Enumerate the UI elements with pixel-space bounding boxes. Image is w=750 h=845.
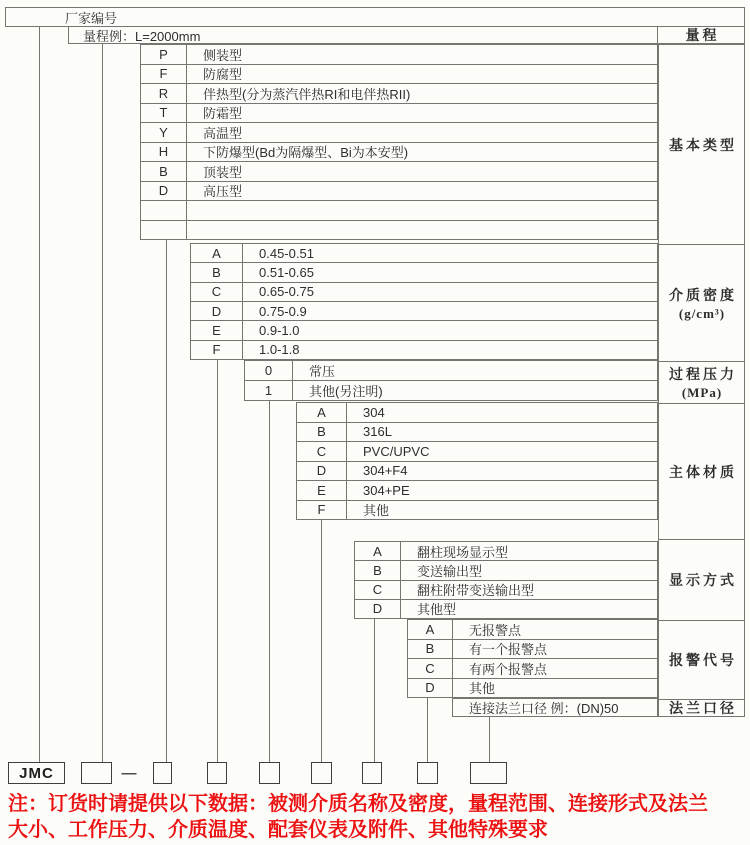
code-cell: C	[408, 659, 453, 678]
code-cell: D	[355, 600, 401, 618]
code-box-density	[207, 762, 227, 784]
desc-cell: 高压型	[203, 184, 243, 200]
desc-cell: 0.51-0.65	[259, 264, 314, 280]
pressure-label-text: 过程压力	[669, 368, 737, 383]
code-cell: H	[141, 143, 187, 162]
display-block	[354, 541, 658, 619]
connector-line	[374, 619, 375, 762]
table-row	[141, 64, 657, 84]
desc-cell: 下防爆型(Bd为隔爆型、Bi为本安型)	[203, 145, 409, 161]
desc-cell: 0.65-0.75	[259, 284, 314, 300]
table-row	[191, 340, 657, 359]
code-cell: B	[297, 423, 347, 442]
desc-cell: 高温型	[203, 125, 243, 141]
code-cell: D	[141, 182, 187, 201]
code-box-alarm	[417, 762, 438, 784]
code-box-material	[311, 762, 332, 784]
code-cell: C	[297, 442, 347, 461]
code-box-display	[362, 762, 382, 784]
category-label-range: 量程	[685, 29, 720, 44]
desc-cell: 有两个报警点	[469, 661, 548, 677]
code-cell: C	[355, 581, 401, 599]
flange-row: 连接法兰口径 例：(DN)50	[452, 698, 658, 717]
table-row	[408, 678, 657, 698]
desc-cell: 伴热型(分为蒸汽伴热RI和电伴热RII)	[203, 86, 411, 102]
code-cell: A	[355, 542, 401, 560]
category-label-flange: 法兰口径	[659, 699, 744, 716]
table-row	[245, 380, 657, 400]
table-row	[141, 181, 657, 201]
table-row	[297, 441, 657, 461]
code-cell: D	[191, 302, 243, 320]
connector-line	[217, 360, 218, 762]
desc-cell	[187, 201, 657, 220]
table-row	[191, 320, 657, 339]
code-cell: B	[355, 561, 401, 579]
table-row	[141, 45, 657, 64]
table-row	[297, 403, 657, 422]
table-row	[297, 480, 657, 500]
alarm-block	[407, 619, 658, 698]
table-row	[191, 282, 657, 301]
table-row	[191, 244, 657, 262]
table-row	[141, 142, 657, 162]
connector-line	[269, 401, 270, 762]
order-note-line2: 大小、工作压力、介质温度、配套仪表及附件、其他特殊要求	[8, 819, 548, 841]
order-note-line1: 注：订货时请提供以下数据：被测介质名称及密度，量程范围、连接形式及法兰	[8, 793, 708, 815]
range-example-text: 量程例：L=2000mm	[83, 28, 201, 44]
code-cell: B	[408, 640, 453, 659]
desc-cell: 侧装型	[203, 47, 243, 63]
code-cell: P	[141, 45, 187, 64]
density-label-text: 介质密度	[669, 288, 737, 304]
code-cell: 1	[245, 381, 293, 400]
table-row	[191, 301, 657, 320]
category-label-alarm: 报警代号	[659, 620, 744, 699]
code-cell	[141, 201, 187, 220]
desc-cell: 0.9-1.0	[259, 322, 300, 338]
code-cell: F	[297, 501, 347, 520]
table-row	[297, 461, 657, 481]
code-cell: B	[191, 263, 243, 281]
desc-cell: 顶装型	[203, 164, 243, 180]
desc-cell: 316L	[363, 424, 392, 440]
table-row	[355, 560, 657, 579]
code-cell: F	[141, 65, 187, 84]
desc-cell: 304+PE	[363, 482, 410, 498]
code-box-range	[81, 762, 112, 784]
connector-line	[166, 240, 167, 762]
category-label-density	[659, 244, 744, 361]
code-cell: A	[408, 620, 453, 639]
desc-cell: 翻柱附带变送输出型	[417, 583, 535, 599]
category-label-basic-type: 基本类型	[669, 138, 737, 154]
desc-cell: 有一个报警点	[469, 642, 548, 658]
material-block	[296, 402, 658, 520]
range-example-row	[68, 26, 745, 44]
desc-cell: 翻柱现场显示型	[417, 544, 509, 560]
table-row	[141, 220, 657, 240]
connector-line	[427, 698, 428, 762]
manufacturer-number-row	[5, 7, 745, 27]
table-row	[355, 599, 657, 618]
table-row	[141, 200, 657, 220]
table-row	[141, 103, 657, 123]
code-box-basic-type	[153, 762, 172, 784]
desc-cell: 常压	[309, 364, 336, 379]
code-cell: E	[191, 321, 243, 339]
connector-line	[489, 717, 490, 762]
desc-cell: 防霜型	[203, 106, 243, 122]
table-row	[191, 262, 657, 281]
code-cell: A	[297, 403, 347, 422]
code-cell: D	[297, 462, 347, 481]
connector-line	[102, 44, 103, 762]
table-row	[408, 658, 657, 678]
table-row	[355, 580, 657, 599]
code-cell: E	[297, 481, 347, 500]
code-cell	[141, 221, 187, 240]
desc-cell: 0.75-0.9	[259, 303, 307, 319]
range-example-cell	[69, 27, 658, 43]
code-cell: R	[141, 84, 187, 103]
desc-cell: 变送输出型	[417, 563, 483, 579]
basic-type-block	[140, 44, 658, 240]
table-row	[297, 422, 657, 442]
table-row	[141, 161, 657, 181]
code-cell: Y	[141, 123, 187, 142]
code-cell: B	[141, 162, 187, 181]
table-row	[408, 620, 657, 639]
desc-cell: 其他(另注明)	[309, 384, 383, 399]
code-cell: F	[191, 341, 243, 359]
desc-cell: 其他	[469, 681, 496, 697]
category-label-pressure	[659, 361, 744, 403]
desc-cell: 无报警点	[469, 622, 522, 638]
desc-cell: 防腐型	[203, 67, 243, 83]
connector-line	[321, 520, 322, 762]
desc-cell: 0.45-0.51	[259, 245, 314, 261]
table-row	[245, 361, 657, 380]
pressure-unit-text: (MPa)	[681, 385, 723, 400]
table-row	[141, 122, 657, 142]
code-cell: 0	[245, 361, 293, 380]
desc-cell: 1.0-1.8	[259, 342, 300, 358]
table-row	[355, 542, 657, 560]
density-block	[190, 243, 658, 360]
model-prefix-box: JMC	[8, 762, 65, 784]
category-label-display: 显示方式	[659, 539, 744, 620]
order-note	[8, 791, 748, 843]
category-label-material: 主体材质	[659, 403, 744, 539]
category-label-column	[658, 44, 745, 717]
code-cell: A	[191, 244, 243, 262]
code-cell: C	[191, 283, 243, 301]
table-row	[297, 500, 657, 520]
desc-cell: 304+F4	[363, 463, 408, 479]
table-row	[141, 83, 657, 103]
desc-cell: 其他型	[417, 602, 457, 618]
pressure-block	[244, 360, 658, 401]
code-box-flange	[470, 762, 507, 784]
desc-cell: 304	[363, 404, 385, 420]
desc-cell	[187, 221, 657, 240]
code-box-pressure	[259, 762, 280, 784]
connector-line	[39, 26, 40, 762]
code-cell: D	[408, 679, 453, 698]
desc-cell: PVC/UPVC	[363, 443, 430, 459]
desc-cell: 其他	[363, 503, 390, 519]
dash-separator: —	[121, 764, 137, 782]
table-row	[408, 639, 657, 659]
manufacturer-number-label: 厂家编号	[65, 10, 118, 26]
code-cell: T	[141, 104, 187, 123]
density-unit-text: (g/cm³)	[678, 305, 726, 321]
